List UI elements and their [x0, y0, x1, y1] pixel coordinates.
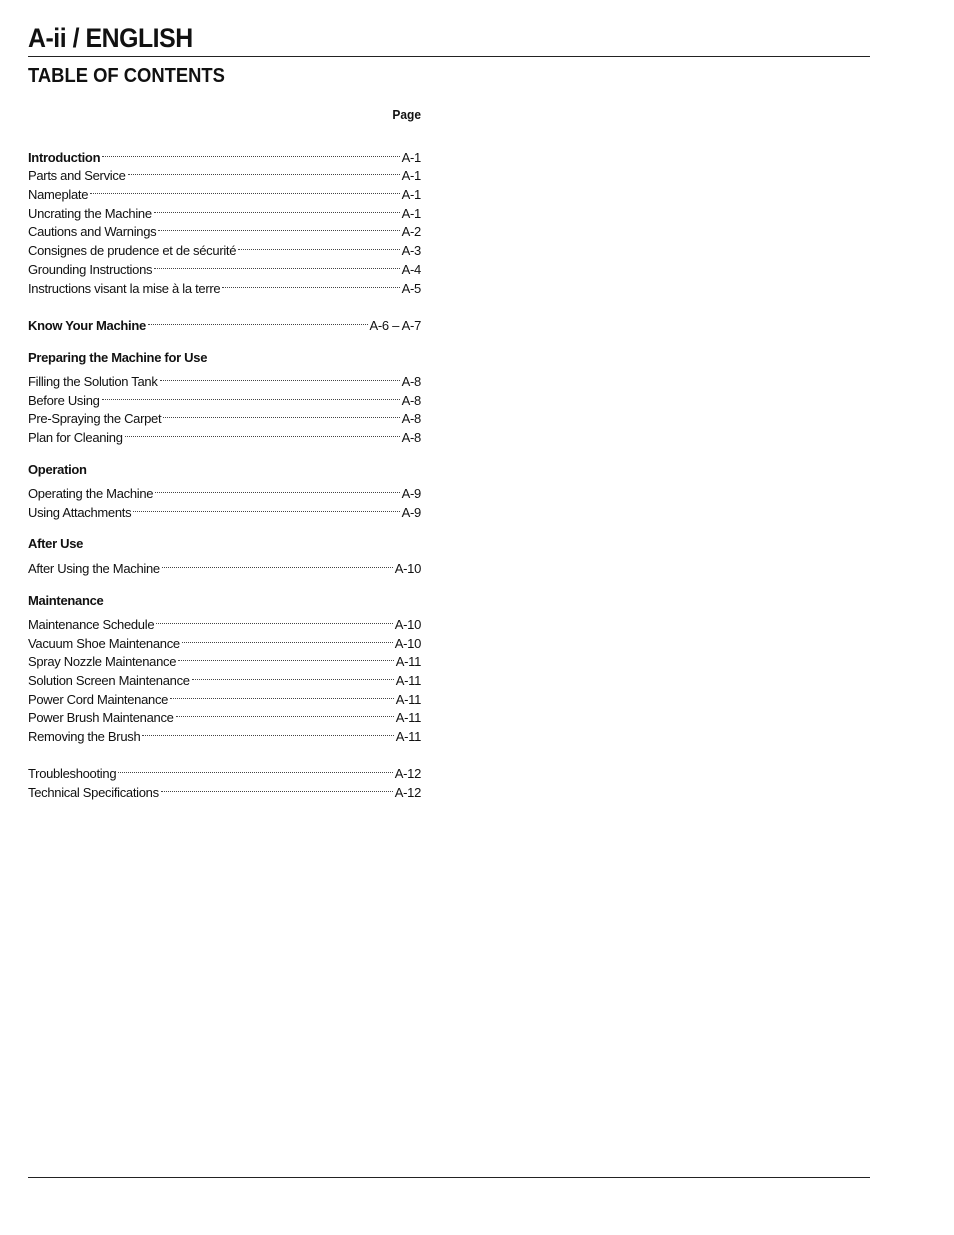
toc-entry-page: A-6 – A-7	[369, 317, 421, 333]
toc-entry[interactable]	[28, 479, 421, 502]
toc-entry[interactable]	[28, 143, 421, 165]
toc-entry-page: A-10	[394, 635, 421, 651]
toc-entry-page: A-9	[401, 486, 421, 502]
toc-entry-page: A-2	[401, 224, 421, 240]
toc-entry-label: Introduction	[28, 149, 101, 165]
footer-divider	[28, 1177, 870, 1178]
toc-entry-page: A-8	[401, 430, 421, 445]
page-title: A-ii / ENGLISH	[28, 23, 193, 53]
dot-leader	[238, 236, 399, 255]
toc-entry-label: Cautions and Warnings	[28, 224, 157, 240]
toc-entry-label: Spray Nozzle Maintenance	[28, 654, 177, 670]
dot-leader	[133, 498, 399, 517]
page-header	[28, 22, 870, 54]
dot-leader	[176, 704, 394, 723]
dot-leader	[222, 274, 399, 293]
toc-entry-page: A-1	[401, 168, 421, 184]
toc-section	[28, 311, 421, 333]
toc-entry-label: Technical Specifications	[28, 785, 159, 801]
toc-entry-label: Power Cord Maintenance	[28, 691, 169, 707]
toc-entry-page: A-11	[395, 691, 421, 707]
toc-entry-page: A-8	[401, 411, 421, 427]
header-divider	[28, 56, 870, 57]
page-column-label: Page	[392, 107, 421, 122]
toc-entry-label: Pre-Spraying the Carpet	[28, 411, 162, 427]
toc-entry[interactable]	[28, 610, 421, 632]
toc-entry-label: Grounding Instructions	[28, 261, 153, 277]
toc-entry-page: A-9	[401, 504, 421, 520]
toc-entry-page: A-12	[394, 785, 421, 801]
toc-entry-label: Filling the Solution Tank	[28, 373, 158, 389]
toc-section	[28, 535, 421, 576]
dot-leader	[161, 778, 393, 797]
dot-leader	[170, 685, 394, 704]
toc-entry-page: A-1	[401, 187, 421, 203]
toc-entry-page: A-10	[394, 560, 421, 576]
toc-entry[interactable]	[28, 311, 421, 333]
dot-leader	[90, 180, 399, 199]
toc-entry-label: Nameplate	[28, 187, 89, 203]
toc-entry-label: Operating the Machine	[28, 486, 154, 502]
toc-entry-label: Maintenance Schedule	[28, 616, 155, 632]
toc-entry-label: Using Attachments	[28, 504, 132, 520]
toc-entry-label: Before Using	[28, 392, 100, 408]
dot-leader	[162, 554, 393, 573]
toc-entry-page: A-8	[401, 373, 421, 389]
dot-leader	[128, 162, 400, 181]
dot-leader	[163, 405, 399, 424]
dot-leader	[154, 199, 400, 218]
toc-entry-page: A-4	[401, 261, 421, 277]
toc-entry[interactable]	[28, 554, 421, 576]
toc-entry-label: Plan for Cleaning	[28, 430, 123, 445]
toc-entry-label: Solution Screen Maintenance	[28, 672, 190, 688]
toc-entry-label: Instructions visant la mise à la terre	[28, 280, 221, 296]
dot-leader	[102, 143, 399, 162]
toc-title: TABLE OF CONTENTS	[28, 65, 225, 87]
toc-entry-page: A-8	[401, 392, 421, 408]
toc-section	[28, 760, 421, 801]
toc-entry-page: A-11	[395, 672, 421, 688]
toc-entry-label: Consignes de prudence et de sécurité	[28, 243, 237, 259]
toc-entry-label: After Using the Machine	[28, 560, 160, 576]
dot-leader	[182, 629, 393, 648]
toc-entry-page: A-11	[395, 654, 421, 670]
toc-section-heading: Operation	[28, 461, 87, 477]
toc-section	[28, 349, 421, 445]
dot-leader	[160, 367, 400, 386]
toc-entry-page: A-11	[395, 710, 421, 726]
dot-leader	[156, 610, 392, 629]
toc-entry-label: Removing the Brush	[28, 729, 141, 744]
toc-section-heading: Maintenance	[28, 592, 104, 608]
toc-entry-page: A-3	[401, 243, 421, 259]
dot-leader	[102, 386, 400, 405]
toc-section	[28, 461, 421, 520]
dot-leader	[125, 423, 400, 442]
table-of-contents	[28, 143, 421, 801]
toc-entry[interactable]	[28, 760, 421, 782]
toc-entry-page: A-5	[401, 280, 421, 296]
toc-entry-label: Uncrating the Machine	[28, 205, 152, 221]
toc-entry-label: Know Your Machine	[28, 317, 146, 333]
toc-entry-page: A-1	[401, 205, 421, 221]
toc-entry-label: Power Brush Maintenance	[28, 710, 174, 726]
toc-entry-page: A-1	[401, 149, 421, 165]
toc-section-heading: After Use	[28, 536, 84, 552]
toc-section-heading: Preparing the Machine for Use	[28, 349, 208, 365]
toc-entry-page: A-10	[394, 616, 421, 632]
dot-leader	[155, 479, 399, 498]
dot-leader	[118, 760, 392, 779]
dot-leader	[192, 666, 394, 685]
dot-leader	[142, 722, 393, 741]
toc-entry[interactable]	[28, 367, 421, 389]
dot-leader	[158, 218, 399, 237]
toc-entry-page: A-11	[395, 729, 421, 744]
toc-section	[28, 143, 421, 296]
toc-section	[28, 592, 421, 742]
toc-entry-label: Troubleshooting	[28, 766, 117, 782]
toc-entry-page: A-12	[394, 766, 421, 782]
toc-entry-label: Vacuum Shoe Maintenance	[28, 635, 180, 651]
toc-entry-label: Parts and Service	[28, 168, 126, 184]
dot-leader	[154, 255, 399, 274]
dot-leader	[178, 648, 394, 667]
dot-leader	[148, 311, 368, 330]
